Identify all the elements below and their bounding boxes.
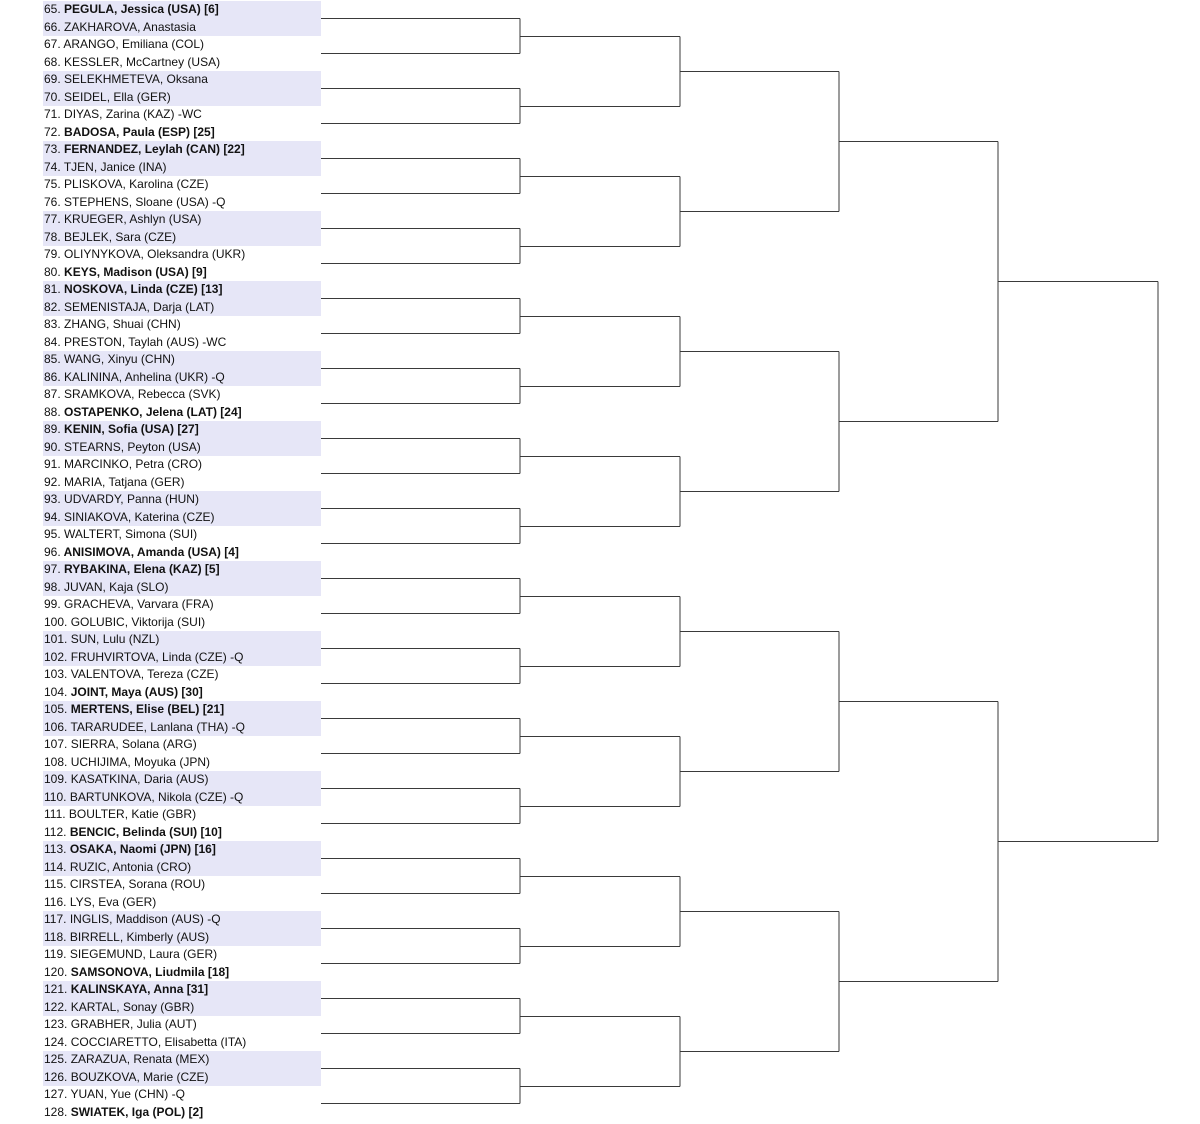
player-name: BOULTER, Katie (GBR) [68, 807, 197, 821]
player-name: UDVARDY, Panna (HUN) [64, 492, 199, 506]
entry-number: 91. [44, 457, 61, 471]
entry-number: 109. [44, 772, 68, 786]
player-name: WANG, Xinyu (CHN) [64, 352, 175, 366]
player-name: TJEN, Janice (INA) [63, 159, 167, 174]
entry-number: 106. [44, 719, 68, 734]
entry-number: 88. [44, 404, 61, 419]
player-name: ANISIMOVA, Amanda (USA) [4] [63, 544, 239, 559]
entry-number: 70. [44, 89, 61, 104]
entry-number: 126. [44, 1069, 68, 1084]
player-name: PRESTON, Taylah (AUS) -WC [64, 334, 227, 349]
player-name: RUZIC, Antonia (CRO) [69, 859, 192, 874]
entry-number: 119. [44, 947, 67, 961]
entry-number: 92. [44, 474, 61, 489]
player-name: NOSKOVA, Linda (CZE) [13] [64, 282, 223, 296]
player-name: GOLUBIC, Viktorija (SUI) [70, 614, 206, 629]
entry-number: 74. [44, 159, 61, 174]
player-name: WALTERT, Simona (SUI) [64, 527, 198, 541]
player-name: OSTAPENKO, Jelena (LAT) [24] [64, 404, 242, 419]
player-name: MARCINKO, Petra (CRO) [64, 457, 203, 471]
entry-number: 79. [44, 247, 61, 261]
entry-number: 68. [44, 54, 61, 69]
player-name: SRAMKOVA, Rebecca (SVK) [64, 387, 221, 401]
player-name: FERNANDEZ, Leylah (CAN) [22] [64, 142, 245, 156]
entry-number: 95. [44, 527, 61, 541]
entry-number: 123. [44, 1017, 68, 1031]
player-name: GRACHEVA, Varvara (FRA) [64, 597, 214, 611]
entry-number: 125. [44, 1052, 68, 1066]
player-name: SWIATEK, Iga (POL) [2] [70, 1104, 204, 1119]
entry-number: 73. [44, 142, 61, 156]
entry-number: 69. [44, 72, 61, 86]
player-name: KRUEGER, Ashlyn (USA) [64, 212, 202, 226]
entry-number: 81. [44, 282, 61, 296]
player-name: RYBAKINA, Elena (KAZ) [5] [64, 562, 220, 576]
entry-number: 102. [44, 649, 68, 664]
player-name: SIERRA, Solana (ARG) [70, 737, 197, 751]
player-name: SEMENISTAJA, Darja (LAT) [64, 299, 215, 314]
player-name: CIRSTEA, Sorana (ROU) [69, 877, 206, 891]
entry-number: 101. [44, 632, 68, 646]
entry-number: 121. [44, 982, 68, 996]
player-name: MARIA, Tatjana (GER) [64, 474, 185, 489]
entry-number: 107. [44, 737, 68, 751]
entry-number: 72. [44, 124, 61, 139]
player-name: INGLIS, Maddison (AUS) -Q [69, 912, 221, 926]
entry-number: 103. [44, 667, 68, 681]
entry-number: 86. [44, 369, 61, 384]
player-name: BIRRELL, Kimberly (AUS) [69, 929, 210, 944]
player-name: PLISKOVA, Karolina (CZE) [64, 177, 209, 191]
entry-number: 114. [44, 859, 67, 874]
entry-number: 66. [44, 19, 61, 34]
player-name: COCCIARETTO, Elisabetta (ITA) [70, 1034, 247, 1049]
entry-number: 65. [44, 2, 61, 16]
player-name: OSAKA, Naomi (JPN) [16] [69, 842, 216, 856]
player-name: KALINSKAYA, Anna [31] [70, 982, 209, 996]
player-name: BENCIC, Belinda (SUI) [10] [69, 824, 222, 839]
player-name: KESSLER, McCartney (USA) [64, 54, 221, 69]
entry-number: 116. [44, 894, 67, 909]
player-name: JOINT, Maya (AUS) [30] [70, 684, 203, 699]
entry-number: 82. [44, 299, 61, 314]
player-name: FRUHVIRTOVA, Linda (CZE) -Q [70, 649, 244, 664]
player-name: KENIN, Sofia (USA) [27] [64, 422, 199, 436]
entry-number: 71. [44, 107, 61, 121]
player-name: KALININA, Anhelina (UKR) -Q [64, 369, 225, 384]
entry-number: 76. [44, 194, 61, 209]
entry-number: 110. [44, 789, 67, 804]
entry-number: 77. [44, 212, 61, 226]
player-name: BEJLEK, Sara (CZE) [64, 229, 177, 244]
player-name: OLIYNYKOVA, Oleksandra (UKR) [64, 247, 246, 261]
entry-number: 105. [44, 702, 68, 716]
entry-number: 127. [44, 1087, 68, 1101]
entry-number: 84. [44, 334, 61, 349]
entry-number: 113. [44, 842, 67, 856]
player-name: SIEGEMUND, Laura (GER) [69, 947, 218, 961]
entry-number: 99. [44, 597, 61, 611]
entry-number: 100. [44, 614, 68, 629]
player-name: BOUZKOVA, Marie (CZE) [70, 1069, 209, 1084]
entry-number: 115. [44, 877, 67, 891]
entry-number: 98. [44, 579, 61, 594]
entry-number: 118. [44, 929, 67, 944]
player-name: KARTAL, Sonay (GBR) [70, 999, 195, 1014]
entry-number: 124. [44, 1034, 68, 1049]
entry-number: 75. [44, 177, 61, 191]
player-name: SAMSONOVA, Liudmila [18] [70, 964, 230, 979]
player-name: STEPHENS, Sloane (USA) -Q [64, 194, 226, 209]
entry-number: 96. [44, 544, 61, 559]
entry-number: 87. [44, 387, 61, 401]
entry-number: 117. [44, 912, 67, 926]
player-name: ARANGO, Emiliana (COL) [63, 37, 205, 51]
player-name: SUN, Lulu (NZL) [70, 632, 160, 646]
player-name: DIYAS, Zarina (KAZ) -WC [64, 107, 202, 121]
entry-number: 93. [44, 492, 61, 506]
entry-number: 128. [44, 1104, 68, 1119]
entry-number: 112. [44, 824, 67, 839]
player-name: KASATKINA, Daria (AUS) [70, 772, 209, 786]
entry-number: 85. [44, 352, 61, 366]
entry-number: 108. [44, 754, 68, 769]
entry-number: 78. [44, 229, 61, 244]
entry-number: 67. [44, 37, 61, 51]
player-name: TARARUDEE, Lanlana (THA) -Q [70, 719, 245, 734]
entry-number: 80. [44, 264, 61, 279]
player-name: SEIDEL, Ella (GER) [64, 89, 171, 104]
player-name: BARTUNKOVA, Nikola (CZE) -Q [69, 789, 244, 804]
player-name: JUVAN, Kaja (SLO) [64, 579, 169, 594]
player-name: PEGULA, Jessica (USA) [6] [64, 2, 219, 16]
entry-number: 111. [44, 807, 66, 821]
player-name: STEARNS, Peyton (USA) [64, 439, 201, 454]
entry-number: 97. [44, 562, 61, 576]
player-name: BADOSA, Paula (ESP) [25] [64, 124, 215, 139]
entry-number: 90. [44, 439, 61, 454]
player-name: LYS, Eva (GER) [69, 894, 157, 909]
player-name: SINIAKOVA, Katerina (CZE) [64, 509, 215, 524]
player-name: YUAN, Yue (CHN) -Q [70, 1087, 185, 1101]
entry-number: 83. [44, 317, 61, 331]
entry-number: 94. [44, 509, 61, 524]
entry-number: 89. [44, 422, 61, 436]
entry-number: 104. [44, 684, 68, 699]
player-name: UCHIJIMA, Moyuka (JPN) [70, 754, 211, 769]
player-name: ZAKHAROVA, Anastasia [64, 19, 196, 34]
entry-number: 120. [44, 964, 68, 979]
player-name: VALENTOVA, Tereza (CZE) [70, 667, 219, 681]
player-name: SELEKHMETEVA, Oksana [64, 72, 208, 86]
player-name: GRABHER, Julia (AUT) [70, 1017, 197, 1031]
player-name: KEYS, Madison (USA) [9] [64, 264, 207, 279]
player-name: ZHANG, Shuai (CHN) [64, 317, 181, 331]
player-name: MERTENS, Elise (BEL) [21] [70, 702, 225, 716]
player-name: ZARAZUA, Renata (MEX) [70, 1052, 210, 1066]
entry-number: 122. [44, 999, 68, 1014]
